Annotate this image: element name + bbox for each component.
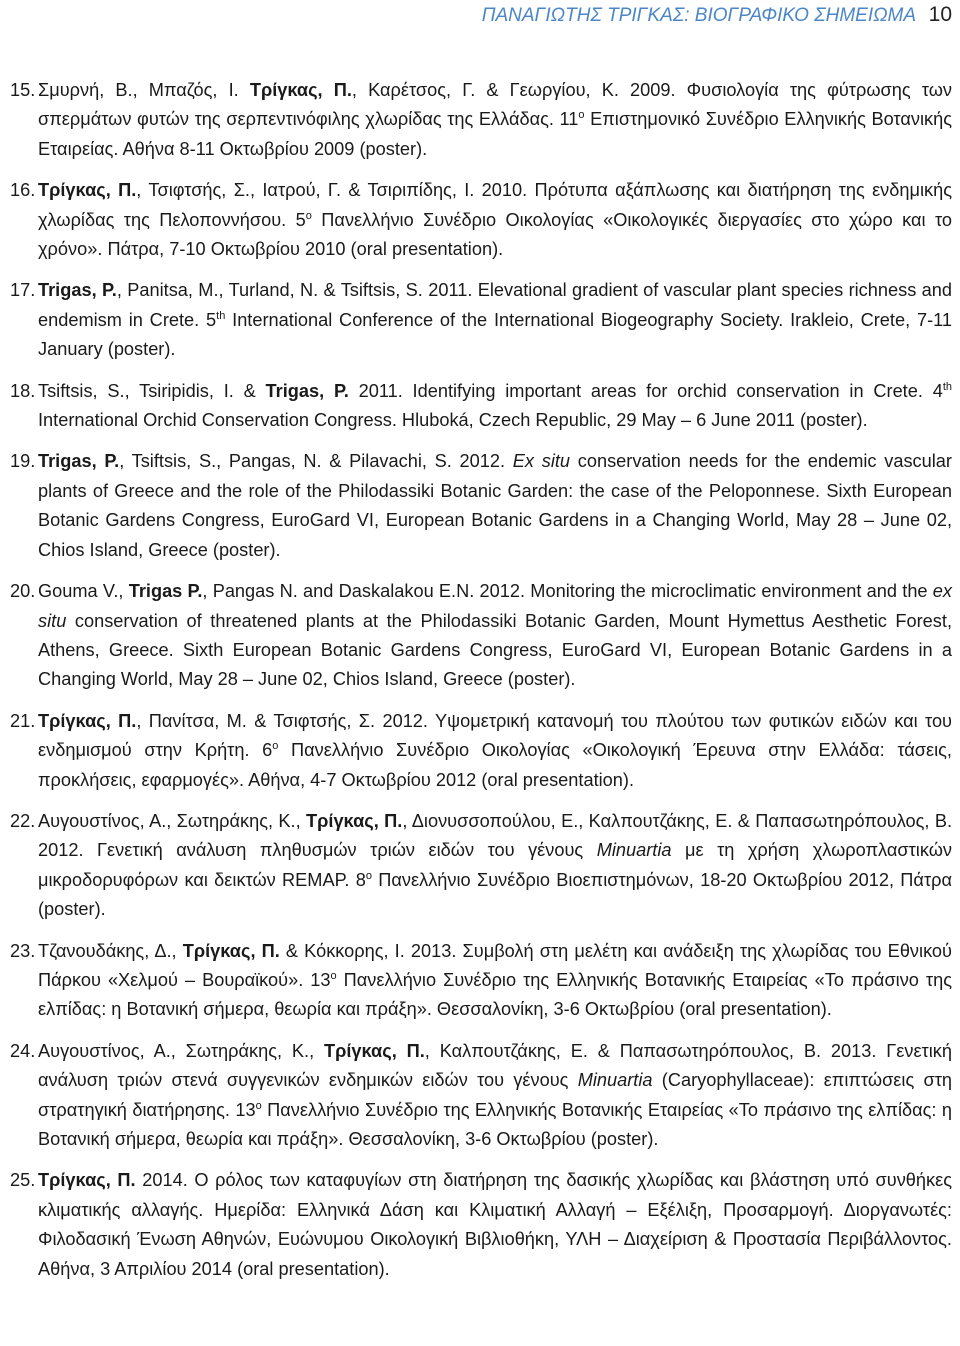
entry-text-part: , Tsiftsis, S., Pangas, N. & Pilavachi, S. 2012. (119, 451, 513, 472)
list-item (10, 707, 952, 795)
ordinal-superscript: ο (578, 109, 585, 122)
entry-text-part: conservation needs for the endemic vascular plants of Greece and the role of the Philodassiki Botanic Garden: the case of the Peloponnese. Sixth European Botanic Gardens Congress, EuroGard VI, European Botanic Gardens in a Changing World, May 28 – June 02, Chios Island, Greece (poster). (38, 451, 952, 560)
list-item (10, 76, 952, 164)
list-item (10, 1037, 952, 1155)
ordinal-superscript: th (942, 380, 952, 393)
entry-text (38, 276, 952, 364)
list-item (10, 447, 952, 565)
entry-number: 24. (10, 1040, 36, 1061)
entry-text-part: Gouma V., (38, 581, 129, 602)
publication-list (10, 76, 952, 1296)
entry-number: 22. (10, 810, 36, 831)
entry-number: 23. (10, 940, 36, 961)
entry-text (38, 707, 952, 795)
entry-text-part: International Orchid Conservation Congress. Hluboká, Czech Republic, 29 May – 6 June 2011 (poster). (38, 410, 868, 431)
entry-text (38, 807, 952, 925)
entry-text-part: Τζανουδάκης, Δ., (38, 940, 183, 961)
author-name-bold: Trigas, P. (38, 451, 120, 472)
author-name-bold: Trigas P. (128, 581, 203, 602)
entry-text-part: Πανελλήνιο Συνέδριο Βιοεπιστημόνων, 18-20 Οκτωβρίου 2012, Πάτρα (poster). (38, 869, 952, 920)
ordinal-superscript: ο (330, 969, 337, 982)
ordinal-superscript: ο (305, 209, 312, 222)
list-item (10, 176, 952, 264)
author-name-bold: Trigas, P. (265, 380, 349, 401)
italic-term: Minuartia (596, 840, 672, 861)
entry-text (38, 937, 952, 1025)
author-name-bold: Τρίγκας, Π. (182, 940, 280, 961)
author-name-bold: Τρίγκας, Π. (249, 80, 352, 100)
entry-number: 21. (10, 710, 36, 731)
ordinal-superscript: th (216, 309, 226, 322)
author-name-bold: Τρίγκας, Π. (323, 1040, 425, 1061)
ordinal-superscript: ο (255, 1099, 262, 1112)
entry-text-part: Tsiftsis, S., Tsiripidis, I. & (38, 380, 266, 401)
entry-text-part: , Διονυσσοπούλου, Ε., Καλπουτζάκης, Ε. & Παπασωτηρόπουλος, Β. 2012. Γενετική ανάλυση πληθυσμών τριών ειδών του γένους (38, 810, 953, 861)
author-name-bold: Τρίγκας, Π. (306, 810, 403, 831)
entry-text-part: 2014. Ο ρόλος των καταφυγίων στη διατήρηση της δασικής χλωρίδας και βλάστηση υπό συνθήκες κλιματικής αλλαγής. Ημερίδα: Ελληνικά Δάση και Κλιματική Αλλαγή – Εξέλιξη, Προσαρμογή. Διοργανωτές: Φιλοδασική Ένωση Αθηνών, Ευώνυμου Οικολογική Βιβλιοθήκη, ΥΛΗ – Διαχείριση & Προστασία Περιβάλλοντος. Αθήνα, 3 Απριλίου 2014 (oral presentation). (38, 1170, 952, 1279)
entry-text (38, 377, 952, 436)
entry-number: 16. (10, 180, 36, 201)
entry-text-part: Αυγουστίνος, Α., Σωτηράκης, Κ., (38, 1040, 324, 1061)
entry-text-part: 2011. Identifying important areas for orchid conservation in Crete. 4 (348, 380, 943, 401)
ordinal-superscript: ο (365, 869, 372, 882)
list-item (10, 276, 952, 364)
italic-term: ex situ (38, 581, 953, 631)
entry-number: 19. (10, 451, 36, 472)
entry-text-part: conservation of threatened plants at the Philodassiki Botanic Garden, Mount Hymettus Aesthetic Forest, Athens, Greece. Sixth European Botanic Gardens Congress, EuroGard VI, European Botanic Gardens in a Changing World, May 28 – June 02, Chios Island, Greece (poster). (38, 610, 952, 690)
entry-text-part: , Πανίτσα, Μ. & Τσιφτσής, Σ. 2012. Υψομετρική κατανομή του πλούτου των φυτικών ειδών και του ενδημισμού στην Κρήτη. 6 (38, 710, 953, 761)
entry-text-part: & Κόκκορης, Ι. 2013. Συμβολή στη μελέτη και ανάδειξη της χλωρίδας του Εθνικού Πάρκου «Χελμού – Βουραϊκού». 13 (38, 940, 952, 990)
author-name-bold: Τρίγκας, Π. (38, 1170, 136, 1191)
author-name-bold: Τρίγκας, Π. (38, 180, 137, 201)
entry-text-part: Αυγουστίνος, Α., Σωτηράκης, Κ., (38, 810, 307, 831)
entry-text (38, 1166, 952, 1284)
entry-text-part: Πανελλήνιο Συνέδριο της Ελληνικής Βοτανικής Εταιρείας «Το πράσινο της ελπίδας: η Βοτανική σήμερα, θεωρία και πράξη». Θεσσαλονίκη, 3-6 Οκτωβρίου (poster). (38, 1099, 952, 1149)
list-item (10, 377, 952, 436)
italic-term: Ex situ (512, 451, 571, 472)
entry-number: 15. (10, 80, 36, 100)
entry-text (38, 76, 952, 164)
entry-number: 17. (10, 280, 36, 301)
author-name-bold: Trigas, P. (38, 280, 117, 301)
entry-text (38, 1037, 952, 1155)
entry-text-part: Πανελλήνιο Συνέδριο Οικολογίας «Οικολογική Έρευνα στην Ελλάδα: τάσεις, προκλήσεις, εφαρμογές». Αθήνα, 4-7 Οκτωβρίου 2012 (oral presentation). (38, 740, 952, 790)
author-name-bold: Τρίγκας, Π. (38, 710, 137, 731)
list-item (10, 807, 952, 925)
entry-text-part: Πανελλήνιο Συνέδριο Οικολογίας «Οικολογικές διεργασίες στο χώρο και το χρόνο». Πάτρα, 7-10 Οκτωβρίου 2010 (oral presentation). (38, 209, 952, 260)
entry-text-part: , Panitsa, M., Turland, N. & Tsiftsis, S. 2011. Elevational gradient of vascular plant species richness and endemism in Crete. 5 (38, 280, 952, 330)
entry-text (38, 176, 952, 264)
entry-text-part: International Conference of the International Biogeography Society. Irakleio, Crete, 7-11 January (poster). (38, 309, 952, 360)
entry-text-part: Σμυρνή, Β., Μπαζός, Ι. (38, 80, 250, 100)
entry-number: 25. (10, 1170, 36, 1191)
entry-text-part: Πανελλήνιο Συνέδριο της Ελληνικής Βοτανικής Εταιρείας «Το πράσινο της ελπίδας: η Βοτανική σήμερα, θεωρία και πράξη». Θεσσαλονίκη, 3-6 Οκτωβρίου (oral presentation). (38, 969, 953, 1020)
list-item (10, 937, 952, 1025)
italic-term: Minuartia (577, 1070, 653, 1091)
entry-number: 20. (10, 581, 36, 602)
entry-text (38, 577, 952, 695)
entry-text-part: , Τσιφτσής, Σ., Ιατρού, Γ. & Τσιριπίδης, Ι. 2010. Πρότυπα αξάπλωσης και διατήρηση της ενδημικής χλωρίδας της Πελοποννήσου. 5 (38, 180, 953, 230)
entry-text-part: Επιστημονικό Συνέδριο Ελληνικής Βοτανικής Εταιρείας. Αθήνα 8-11 Οκτωβρίου 2009 (poster). (38, 109, 952, 159)
entry-text-part: , Καρέτσος, Γ. & Γεωργίου, Κ. 2009. Φυσιολογία της φύτρωσης των σπερμάτων φυτών της σερπεντινόφιλης χλωρίδας της Ελλάδας. 11 (38, 80, 952, 130)
entry-text-part: , Pangas N. and Daskalakou E.N. 2012. Monitoring the microclimatic environment and the (202, 581, 933, 602)
ordinal-superscript: ο (272, 740, 279, 753)
entry-text-part: με τη χρήση χλωροπλαστικών μικροδορυφόρων και δεικτών REMAP. 8 (38, 840, 952, 890)
page-header (482, 3, 952, 27)
entry-text (38, 447, 952, 565)
entry-number: 18. (10, 380, 36, 401)
entry-text-part: (Caryophyllaceae): επιπτώσεις στη στρατηγική διατήρησης. 13 (38, 1070, 952, 1120)
page-number: 10 (928, 3, 952, 26)
header-title: ΠΑΝΑΓΙΩΤΗΣ ΤΡΙΓΚΑΣ: ΒΙΟΓΡΑΦΙΚΟ ΣΗΜΕΙΩΜΑ (481, 5, 916, 26)
entry-text-part: , Καλπουτζάκης, Ε. & Παπασωτηρόπουλος, Β. 2013. Γενετική ανάλυση τριών στενά συγγενικών ενδημικών ειδών του γένους (38, 1040, 952, 1091)
list-item (10, 577, 952, 695)
list-item (10, 1166, 952, 1284)
